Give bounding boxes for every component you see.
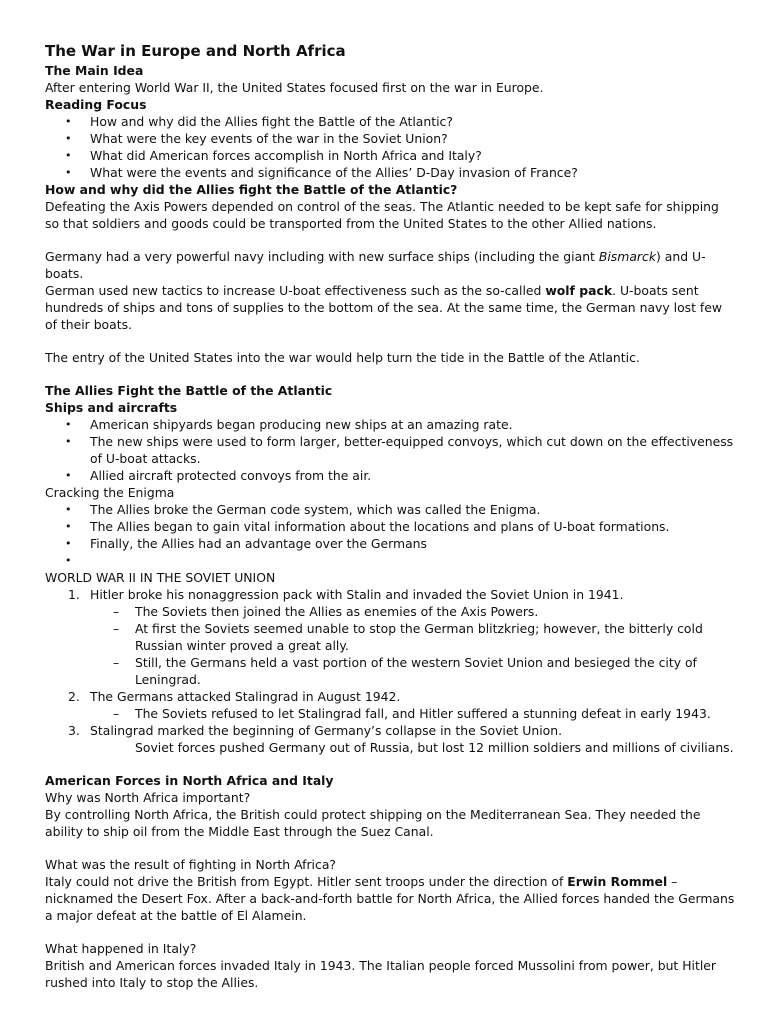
allies-fight-heading: The Allies Fight the Battle of the Atlantic <box>45 383 333 398</box>
dash-icon: – <box>113 655 120 670</box>
sub-list <box>90 603 735 688</box>
bullet-icon: • <box>65 469 72 482</box>
dash-icon: – <box>113 604 120 619</box>
list-item: • Finally, the Allies had an advantage over the Germans <box>65 536 427 551</box>
question-2: What was the result of fighting in North Africa? <box>45 857 336 872</box>
answer-1: By controlling North Africa, the British could protect shipping on the Mediterranean Sea. They needed the ability to ship oil from the Middle East through the Suez Canal. <box>45 807 701 839</box>
ships-list <box>45 416 735 484</box>
bullet-icon: • <box>65 503 72 516</box>
question-1: Why was North Africa important? <box>45 790 251 805</box>
list-item: – At first the Soviets seemed unable to stop the German blitzkrieg; however, the bitterly cold Russian winter proved a great ally. <box>113 621 703 653</box>
list-item: 2. The Germans attacked Stalingrad in August 1942. – The Soviets refused to let Stalingrad fall, and Hitler suffered a stunning defeat in early 1943. <box>45 688 735 722</box>
list-item: • What did American forces accomplish in North Africa and Italy? <box>65 148 482 163</box>
list-item <box>45 552 735 569</box>
bullet-icon: • <box>65 520 72 533</box>
list-item: – Still, the Germans held a vast portion of the western Soviet Union and besieged the city of Leningrad. <box>113 655 697 687</box>
list-item: • The new ships were used to form larger, better-equipped convoys, which cut down on the effectiveness of U-boat attacks. <box>65 434 734 466</box>
bismarck-term: Bismarck <box>598 249 657 264</box>
atlantic-question-heading: How and why did the Allies fight the Battle of the Atlantic? <box>45 182 458 197</box>
reading-focus-heading: Reading Focus <box>45 97 147 112</box>
document-body <box>45 40 735 991</box>
list-item: • How and why did the Allies fight the Battle of the Atlantic? <box>65 114 453 129</box>
atlantic-paragraph-1: Defeating the Axis Powers depended on control of the seas. The Atlantic needed to be kept safe for shipping so that soldiers and goods could be transported from the United States to the other Allied nations. <box>45 199 719 231</box>
bullet-icon: • <box>65 418 72 431</box>
ships-heading: Ships and aircrafts <box>45 400 178 415</box>
enigma-list <box>45 501 735 569</box>
list-item: • American shipyards began producing new ships at an amazing rate. <box>65 417 513 432</box>
bullet-icon: • <box>65 115 72 128</box>
list-item: • What were the events and significance of the Allies’ D-Day invasion of France? <box>65 165 578 180</box>
answer-3: British and American forces invaded Italy in 1943. The Italian people forced Mussolini from power, but Hitler rushed into Italy to stop the Allies. <box>45 958 717 990</box>
list-item: – The Soviets refused to let Stalingrad fall, and Hitler suffered a stunning defeat in early 1943. <box>113 706 711 721</box>
bullet-icon: • <box>65 554 72 567</box>
atlantic-paragraph-2: Germany had a very powerful navy including with new surface ships (including the giant Bismarck) and U-boats. <box>45 249 706 281</box>
soviet-list <box>45 586 735 756</box>
bullet-icon: • <box>65 435 72 448</box>
soviet-continuation: Soviet forces pushed Germany out of Russia, but lost 12 million soldiers and millions of civilians. <box>135 740 734 755</box>
bullet-icon: • <box>65 149 72 162</box>
list-item: • The Allies broke the German code system, which was called the Enigma. <box>65 502 541 517</box>
answer-2: Italy could not drive the British from Egypt. Hitler sent troops under the direction of Erwin Rommel – nicknamed the Desert Fox. After a back-and-forth battle for North Africa, the Allied forces handed the Germans a major defeat at the battle of El Alamein. <box>45 874 735 923</box>
list-item: • The Allies began to gain vital information about the locations and plans of U-boat formations. <box>65 519 670 534</box>
main-idea-text: After entering World War II, the United States focused first on the war in Europe. <box>45 80 544 95</box>
atlantic-paragraph-3: German used new tactics to increase U-boat effectiveness such as the so-called wolf pack. U-boats sent hundreds of ships and tons of supplies to the bottom of the sea. At the same time, the German navy lost few of their boats. <box>45 283 723 332</box>
dash-icon: – <box>113 621 120 636</box>
question-3: What happened in Italy? <box>45 941 197 956</box>
reading-focus-list <box>45 113 735 181</box>
list-item: • What were the key events of the war in the Soviet Union? <box>65 131 448 146</box>
main-idea-heading: The Main Idea <box>45 63 144 78</box>
enigma-heading: Cracking the Enigma <box>45 485 175 500</box>
bullet-icon: • <box>65 132 72 145</box>
africa-italy-heading: American Forces in North Africa and Italy <box>45 773 334 788</box>
list-item: – The Soviets then joined the Allies as enemies of the Axis Powers. <box>113 604 539 619</box>
list-item: 1. Hitler broke his nonaggression pack with Stalin and invaded the Soviet Union in 1941. – The Soviets then joined the Allies as enemies of the Axis Powers. – At first the Soviets seemed unable to stop the German blitzkrieg; however, the bitterly cold Russian winter proved a great ally. – Still, the Germans held a vast portion of the western Soviet Union and besieged the city of Leningrad. <box>45 586 735 688</box>
atlantic-paragraph-4: The entry of the United States into the war would help turn the tide in the Battle of the Atlantic. <box>45 350 640 365</box>
rommel-term: Erwin Rommel <box>567 874 668 889</box>
wolf-pack-term: wolf pack <box>545 283 613 298</box>
page-title: The War in Europe and North Africa <box>45 42 346 60</box>
list-item: 3. Stalingrad marked the beginning of Germany’s collapse in the Soviet Union. Soviet forces pushed Germany out of Russia, but lost 12 million soldiers and millions of civilians. <box>68 723 734 755</box>
dash-icon: – <box>113 706 120 721</box>
list-item: • Allied aircraft protected convoys from the air. <box>65 468 372 483</box>
sub-list <box>90 705 735 722</box>
bullet-icon: • <box>65 166 72 179</box>
soviet-heading: WORLD WAR II IN THE SOVIET UNION <box>45 570 276 585</box>
bullet-icon: • <box>65 537 72 550</box>
